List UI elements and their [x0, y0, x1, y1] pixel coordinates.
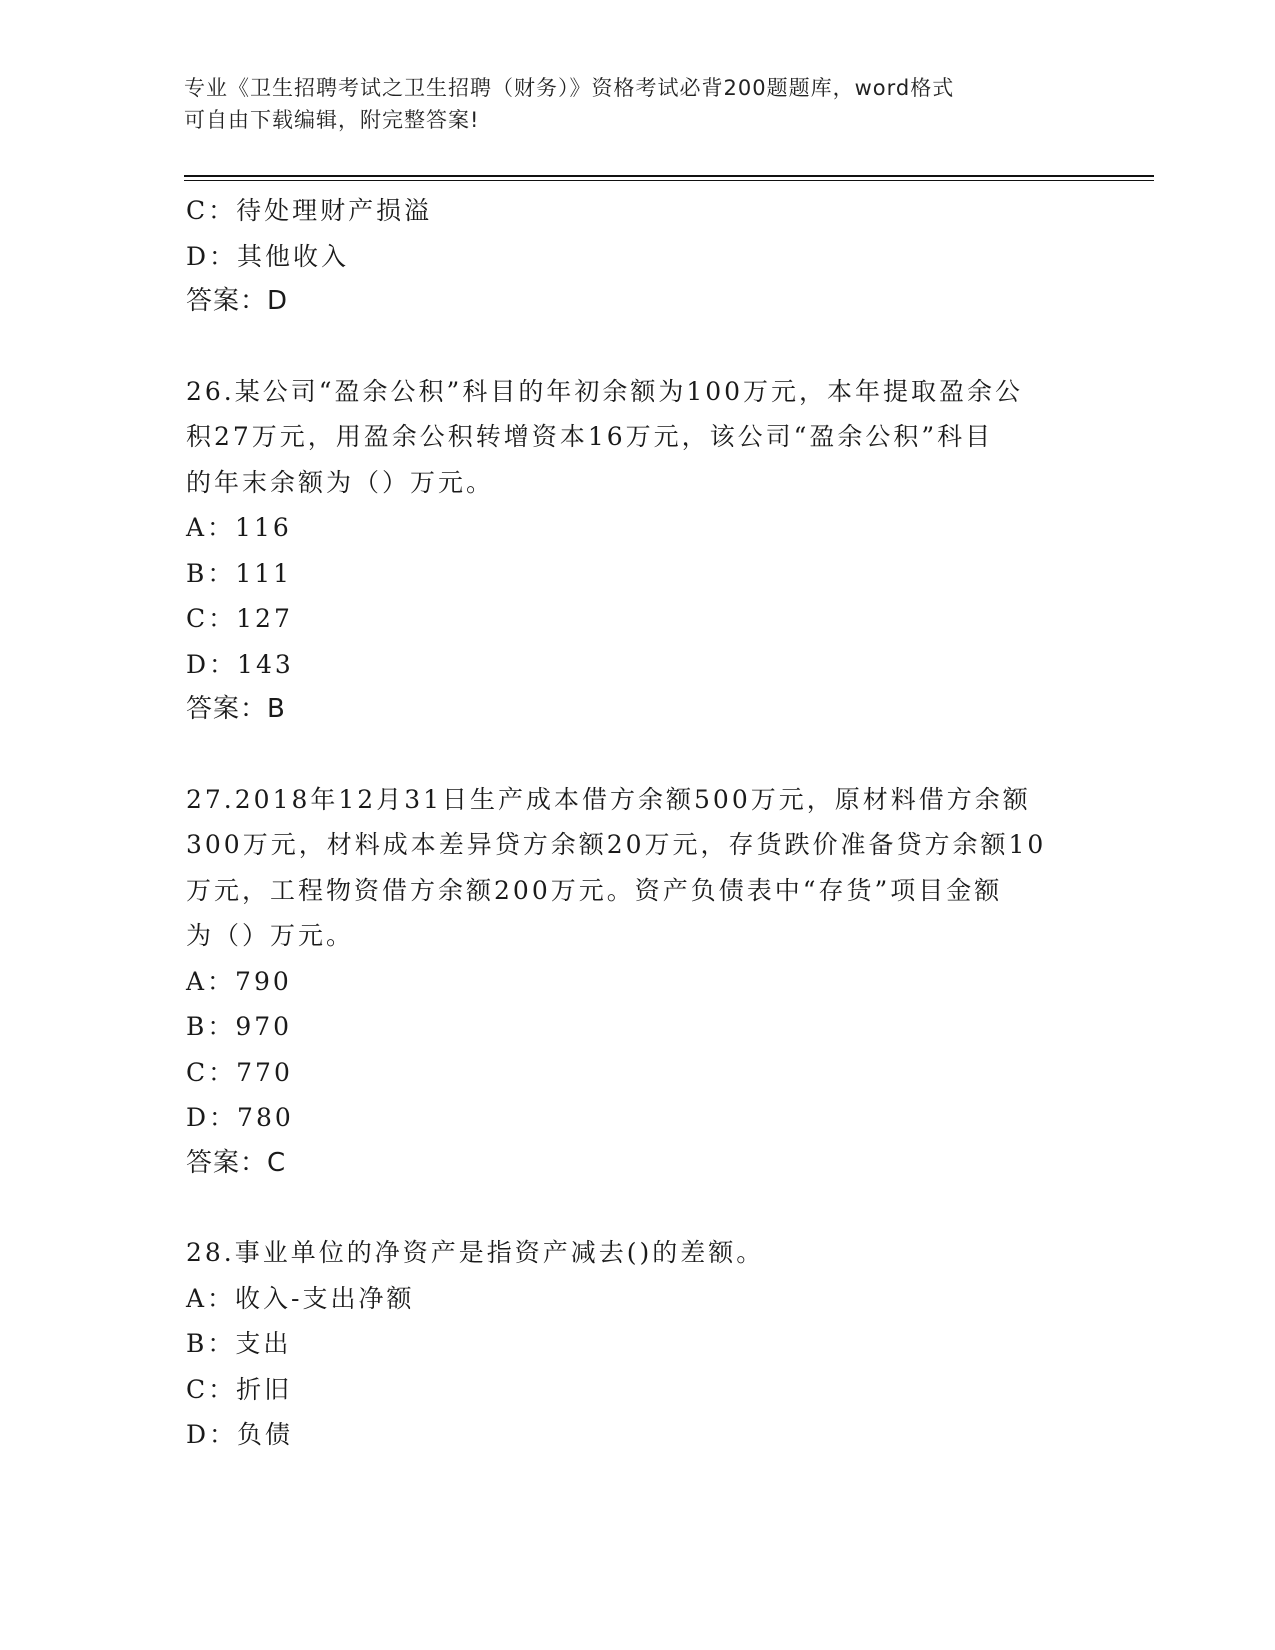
option-b: B：111 [186, 558, 293, 588]
question-stem-line: 为（）万元。 [186, 921, 355, 950]
question-content [186, 188, 1086, 1458]
question-stem-line: 积27万元，用盈余公积转增资本16万元，该公司“盈余公积”科目 [186, 422, 994, 451]
question-26 [186, 369, 1086, 733]
option-c: C：折旧 [186, 1374, 293, 1404]
answer-line: 答案：D [186, 286, 289, 316]
answer-line: 答案：B [186, 694, 286, 724]
question-stem-line: 26.某公司“盈余公积”科目的年初余额为100万元，本年提取盈余公 [186, 376, 1024, 406]
question-27 [186, 777, 1086, 1187]
option-c: C：770 [186, 1057, 293, 1087]
option-a: A：116 [186, 513, 292, 542]
question-stem-line: 的年末余额为（）万元。 [186, 467, 495, 497]
header-title-line-2: 可自由下载编辑，附完整答案! [184, 108, 480, 132]
option-c: C：127 [186, 604, 293, 633]
option-d: D：780 [186, 1103, 294, 1132]
option-b: B：支出 [186, 1329, 292, 1358]
question-28 [186, 1230, 1086, 1458]
option-d: D：负债 [186, 1420, 294, 1449]
question-stem-line: 27.2018年12月31日生产成本借方余额500万元，原材料借方余额 [186, 784, 1031, 814]
document-header [184, 72, 1084, 136]
option-a: A：790 [186, 966, 292, 996]
header-divider-thin [184, 180, 1154, 181]
option-d: D：其他收入 [186, 241, 350, 271]
spacer [186, 1186, 1086, 1230]
spacer [186, 325, 1086, 369]
option-d: D：143 [186, 649, 294, 679]
previous-question-tail [186, 188, 1086, 325]
spacer [186, 733, 1086, 777]
answer-line: 答案：C [186, 1147, 287, 1178]
option-b: B：970 [186, 1012, 293, 1041]
question-stem-line: 万元，工程物资借方余额200万元。资产负债表中“存货”项目金额 [186, 875, 1003, 905]
header-title-line-1: 专业《卫生招聘考试之卫生招聘（财务）》资格考试必背200题题库，word格式 [184, 76, 955, 100]
header-divider-thick [184, 175, 1154, 177]
option-c: C：待处理财产损溢 [186, 196, 433, 225]
option-a: A：收入-支出净额 [186, 1283, 415, 1313]
question-stem-line: 28.事业单位的净资产是指资产减去()的差额。 [186, 1238, 765, 1267]
question-stem-line: 300万元，材料成本差异贷方余额20万元，存货跌价准备贷方余额10 [186, 830, 1047, 859]
